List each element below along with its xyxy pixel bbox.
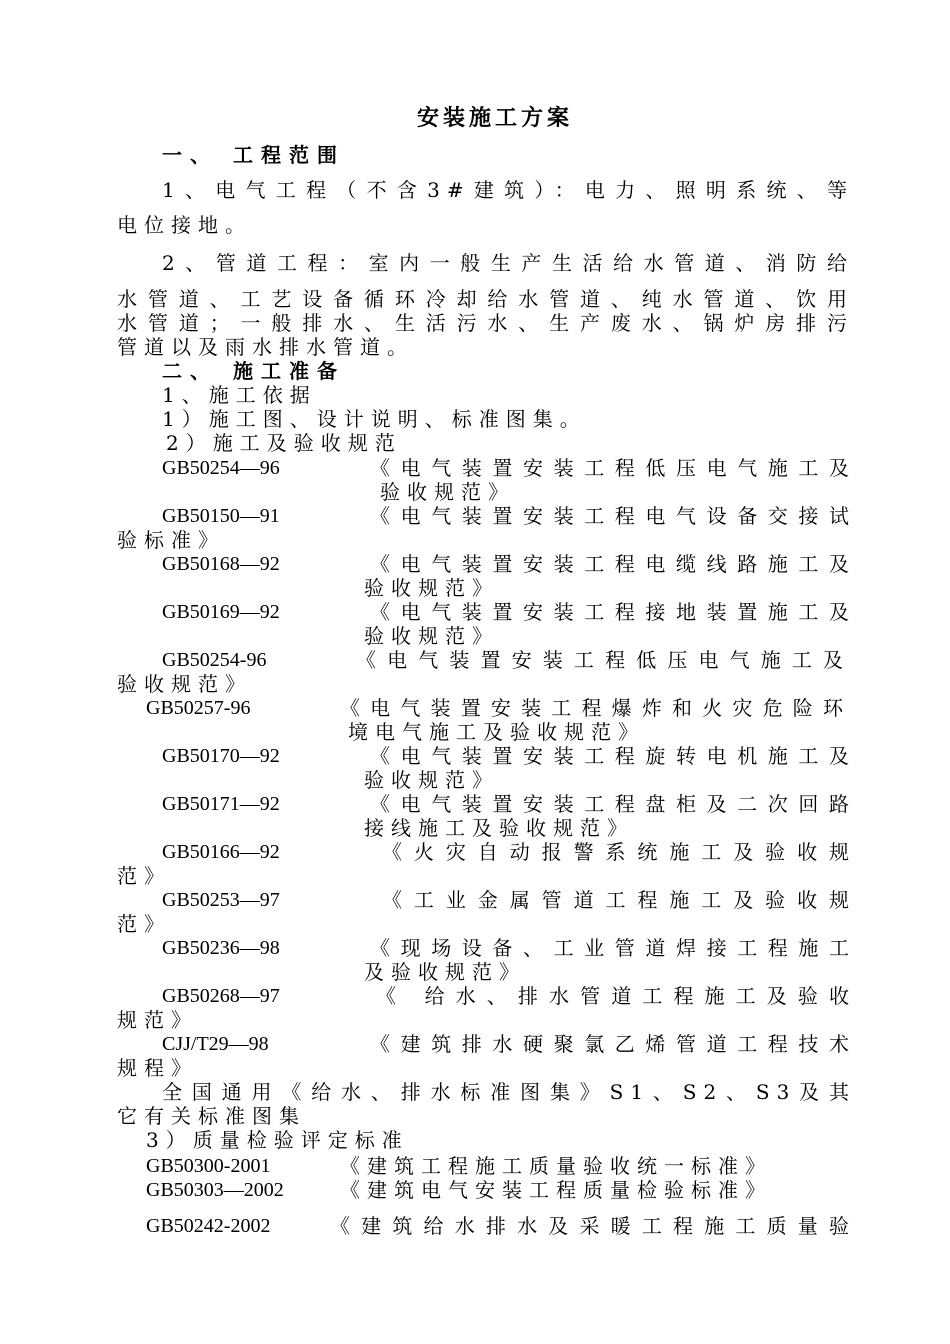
standard-code: GB50253—97: [162, 889, 280, 911]
standard-title-line-1: 《电气装置安装工程低压电气施工及: [356, 648, 850, 672]
standard-code: GB50150—91: [162, 505, 280, 527]
atlas-line-1: 全国通用《给水、排水标准图集》S1、S2、S3及其: [162, 1080, 856, 1104]
standard-title-line-2: 规程》: [117, 1056, 198, 1080]
scope-item-2-line-3: 水管道；一般排水、生活污水、生产废水、锅炉房排污: [117, 311, 854, 335]
standard-code: GB50171—92: [162, 793, 280, 815]
scope-item-2-line-2: 水管道、工艺设备循环冷却给水管道、纯水管道、饮用: [117, 287, 854, 311]
quality-standard-title: 《建筑给水排水及采暖工程施工质量验: [330, 1214, 856, 1238]
quality-standard-code: GB50300-2001: [146, 1155, 271, 1177]
standard-code: GB50257-96: [146, 697, 251, 719]
section-heading-2: 二、 施工准备: [162, 359, 345, 383]
standard-title-line-1: 《工业金属管道工程施工及验收规: [382, 888, 856, 912]
section-heading-1: 一、 工程范围: [162, 143, 345, 167]
standard-title-line-2: 规范》: [117, 1008, 198, 1032]
basis-item-2: 2）施工及验收规范: [166, 431, 402, 455]
standard-title-line-2: 境电气施工及验收规范》: [348, 720, 645, 744]
standard-code: GB50254-96: [162, 649, 267, 671]
basis-item-1: 1）施工图、设计说明、标准图集。: [162, 407, 587, 431]
standard-code: GB50168—92: [162, 553, 280, 575]
standard-title-line-1: 《电气装置安装工程爆炸和火灾危险环: [340, 696, 850, 720]
standard-title-line-2: 验收规范》: [364, 768, 499, 792]
standard-title-line-2: 范》: [117, 912, 171, 936]
document-title: 安装施工方案: [417, 105, 574, 131]
standard-title-line-1: 《电气装置安装工程盘柜及二次回路: [370, 792, 856, 816]
standard-title-line-2: 验收规范》: [380, 480, 515, 504]
standard-title-line-1: 《 给水、排水管道工程施工及验收: [376, 984, 856, 1008]
standard-code: GB50236—98: [162, 937, 280, 959]
standard-code: GB50268—97: [162, 985, 280, 1007]
standard-title-line-2: 验收规范》: [364, 624, 499, 648]
standard-title-line-1: 《建筑排水硬聚氯乙烯管道工程技术: [370, 1032, 856, 1056]
subsection-heading-quality: 3）质量检验评定标准: [146, 1128, 409, 1152]
standard-title-line-2: 接线施工及验收规范》: [364, 816, 634, 840]
scope-item-1-line-1: 1、电气工程（不含3#建筑）：电力、照明系统、等: [162, 178, 854, 202]
standard-title-line-1: 《电气装置安装工程旋转电机施工及: [370, 744, 856, 768]
standard-title-line-2: 验收规范》: [117, 672, 252, 696]
scope-item-1-line-2: 电位接地。: [117, 213, 252, 237]
standard-title-line-2: 验收规范》: [364, 576, 499, 600]
quality-standard-title: 《建筑工程施工质量验收统一标准》: [340, 1154, 772, 1178]
scope-item-2-line-1: 2、管道工程：室内一般生产生活给水管道、消防给: [162, 251, 854, 275]
standard-code: GB50254—96: [162, 457, 280, 479]
standard-title-line-1: 《电气装置安装工程电缆线路施工及: [370, 552, 856, 576]
standard-title-line-1: 《火灾自动报警系统施工及验收规: [382, 840, 856, 864]
scope-item-2-line-4: 管道以及雨水排水管道。: [117, 335, 414, 359]
standard-code: GB50170—92: [162, 745, 280, 767]
standard-title-line-1: 《电气装置安装工程接地装置施工及: [370, 600, 856, 624]
atlas-line-2: 它有关标准图集: [117, 1104, 306, 1128]
quality-standard-code: GB50303—2002: [146, 1179, 284, 1201]
standard-title-line-1: 《电气装置安装工程低压电气施工及: [370, 456, 856, 480]
standard-title-line-2: 验标准》: [117, 528, 225, 552]
standard-code: GB50169—92: [162, 601, 280, 623]
standard-code: GB50166—92: [162, 841, 280, 863]
quality-standard-code: GB50242-2002: [146, 1215, 271, 1237]
standard-title-line-1: 《现场设备、工业管道焊接工程施工: [370, 936, 856, 960]
standard-title-line-2: 及验收规范》: [364, 960, 526, 984]
quality-standard-title: 《建筑电气安装工程质量检验标准》: [340, 1178, 772, 1202]
standard-title-line-1: 《电气装置安装工程电气设备交接试: [370, 504, 856, 528]
standard-code: CJJ/T29—98: [162, 1033, 269, 1055]
standard-title-line-2: 范》: [117, 864, 171, 888]
subsection-heading-basis: 1、施工依据: [162, 383, 317, 407]
